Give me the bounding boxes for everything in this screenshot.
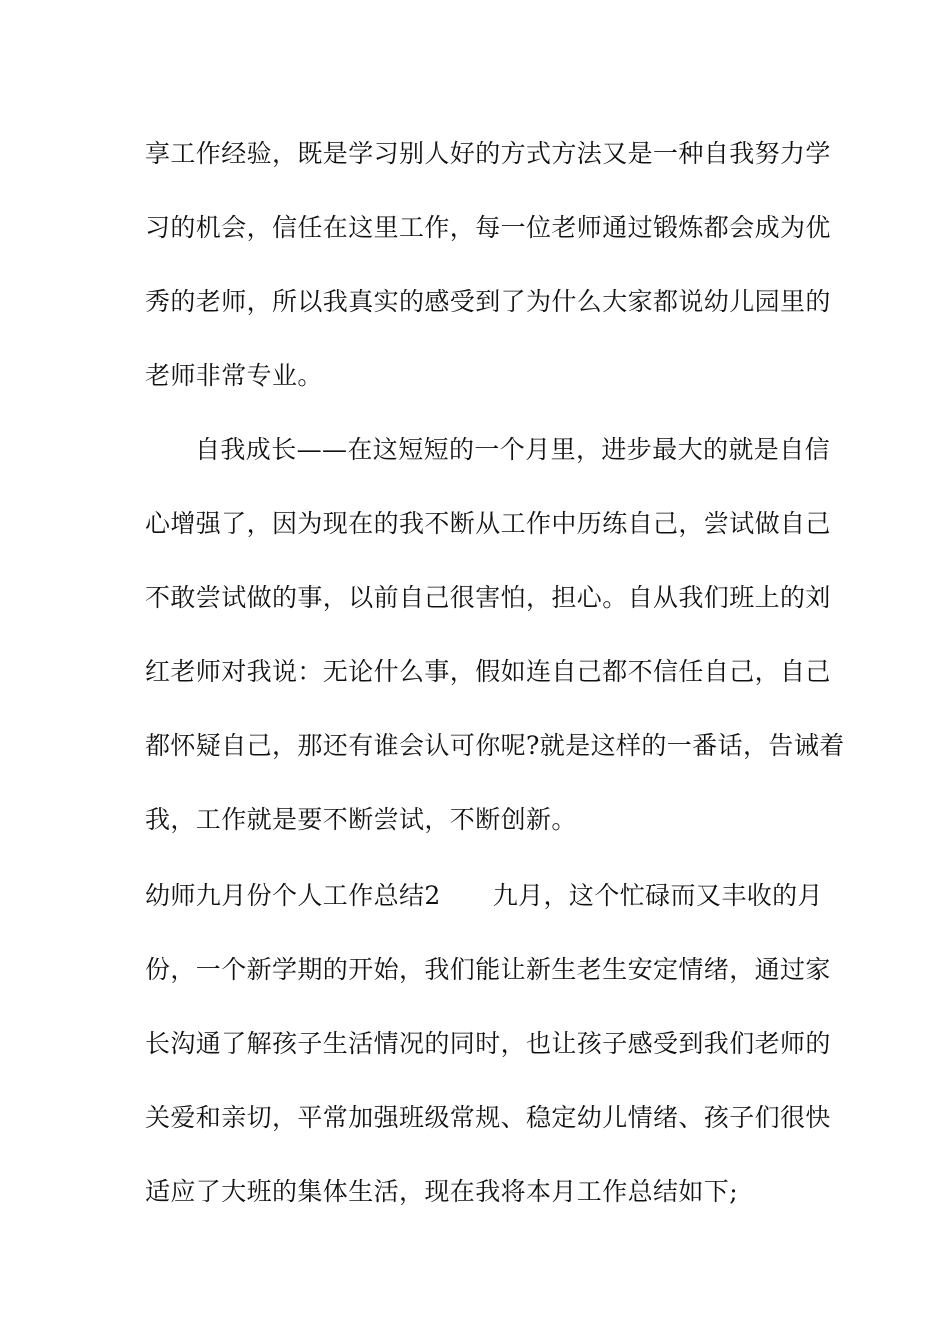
paragraph-line: 自我成长——在这短短的一个月里，进步最大的就是自信 bbox=[195, 435, 831, 464]
paragraph-line: 长沟通了解孩子生活情况的同时，也让孩子感受到我们老师的 bbox=[145, 1029, 831, 1058]
paragraph-line: 享工作经验，既是学习别人好的方式方法又是一种自我努力学 bbox=[145, 139, 831, 168]
paragraph-line: 秀的老师，所以我真实的感受到了为什么大家都说幼儿园里的 bbox=[145, 287, 831, 316]
paragraph-line: 心增强了，因为现在的我不断从工作中历练自己，尝试做自己 bbox=[145, 509, 831, 538]
section-heading-line bbox=[145, 880, 823, 912]
paragraph-line: 份，一个新学期的开始，我们能让新生老生安定情绪，通过家 bbox=[145, 955, 831, 984]
paragraph-line: 关爱和亲切，平常加强班级常规、稳定幼儿情绪、孩子们很快 bbox=[145, 1103, 831, 1132]
paragraph-line: 老师非常专业。 bbox=[145, 361, 323, 390]
section-intro: 九月，这个忙碌而又丰收的月 bbox=[492, 881, 823, 910]
paragraph-line: 都怀疑自己，那还有谁会认可你呢?就是这样的一番话，告诫着 bbox=[145, 731, 845, 760]
section-title: 幼师九月份个人工作总结2 bbox=[145, 881, 441, 910]
paragraph-line: 习的机会，信任在这里工作，每一位老师通过锻炼都会成为优 bbox=[145, 213, 831, 242]
paragraph-line: 红老师对我说：无论什么事，假如连自己都不信任自己，自己 bbox=[145, 657, 831, 686]
paragraph-line: 我，工作就是要不断尝试，不断创新。 bbox=[145, 805, 577, 834]
paragraph-line: 不敢尝试做的事，以前自己很害怕，担心。自从我们班上的刘 bbox=[145, 583, 831, 612]
paragraph-line: 适应了大班的集体生活，现在我将本月工作总结如下; bbox=[145, 1177, 739, 1206]
